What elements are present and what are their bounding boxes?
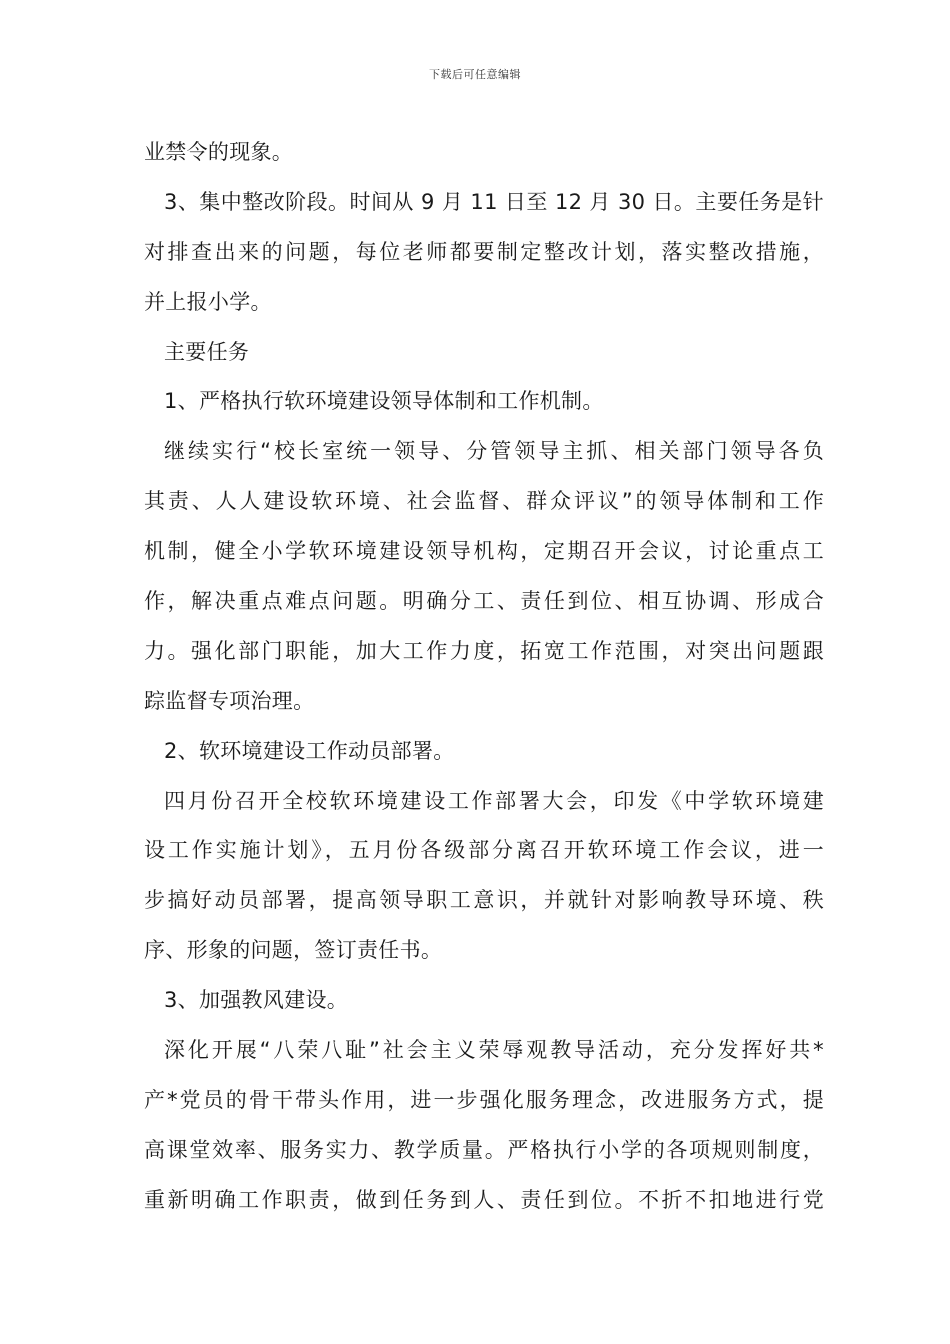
paragraph-line: 业禁令的现象。	[144, 140, 294, 164]
paragraph-line: 对排查出来的问题，每位老师都要制定整改计划，落实整改措施，	[144, 239, 824, 264]
paragraph-line: 2、软环境建设工作动员部署。	[164, 738, 455, 763]
document-body	[144, 128, 824, 1226]
page-header: 下载后可任意编辑	[429, 68, 521, 81]
paragraph-line: 设工作实施计划》，五月份各级部分离召开软环境工作会议，进一	[144, 838, 824, 863]
paragraph-line: 1、严格执行软环境建设领导体制和工作机制。	[164, 389, 604, 414]
paragraph-line: 继续实行“校长室统一领导、分管领导主抓、相关部门领导各负	[164, 439, 824, 464]
paragraph-line: 踪监督专项治理。	[144, 688, 315, 713]
paragraph-line: 重新明确工作职责，做到任务到人、责任到位。不折不扣地进行党	[144, 1187, 824, 1212]
paragraph-line: 产*党员的骨干带头作用，进一步强化服务理念，改进服务方式，提	[144, 1087, 824, 1112]
paragraph-line: 机制，健全小学软环境建设领导机构，定期召开会议，讨论重点工	[144, 539, 824, 564]
paragraph-line: 高课堂效率、服务实力、教学质量。严格执行小学的各项规则制度，	[144, 1137, 824, 1162]
paragraph-line: 3、加强教风建设。	[164, 988, 349, 1013]
paragraph-line: 力。强化部门职能，加大工作力度，拓宽工作范围，对突出问题跟	[144, 638, 824, 663]
paragraph-line: 作，解决重点难点问题。明确分工、责任到位、相互协调、形成合	[144, 589, 824, 614]
paragraph-line: 其责、人人建设软环境、社会监督、群众评议”的领导体制和工作	[144, 489, 824, 514]
paragraph-line: 深化开展“八荣八耻”社会主义荣辱观教导活动，充分发挥好共*	[164, 1038, 824, 1063]
section-heading: 主要任务	[164, 339, 250, 364]
paragraph-line: 序、形象的问题，签订责任书。	[144, 938, 443, 963]
paragraph-line: 3、集中整改阶段。时间从 9 月 11 日至 12 月 30 日。主要任务是针	[164, 189, 824, 214]
paragraph-line: 并上报小学。	[144, 289, 272, 314]
paragraph-line: 四月份召开全校软环境建设工作部署大会，印发《中学软环境建	[164, 788, 824, 813]
paragraph-line: 步搞好动员部署，提高领导职工意识，并就针对影响教导环境、秩	[144, 888, 824, 913]
